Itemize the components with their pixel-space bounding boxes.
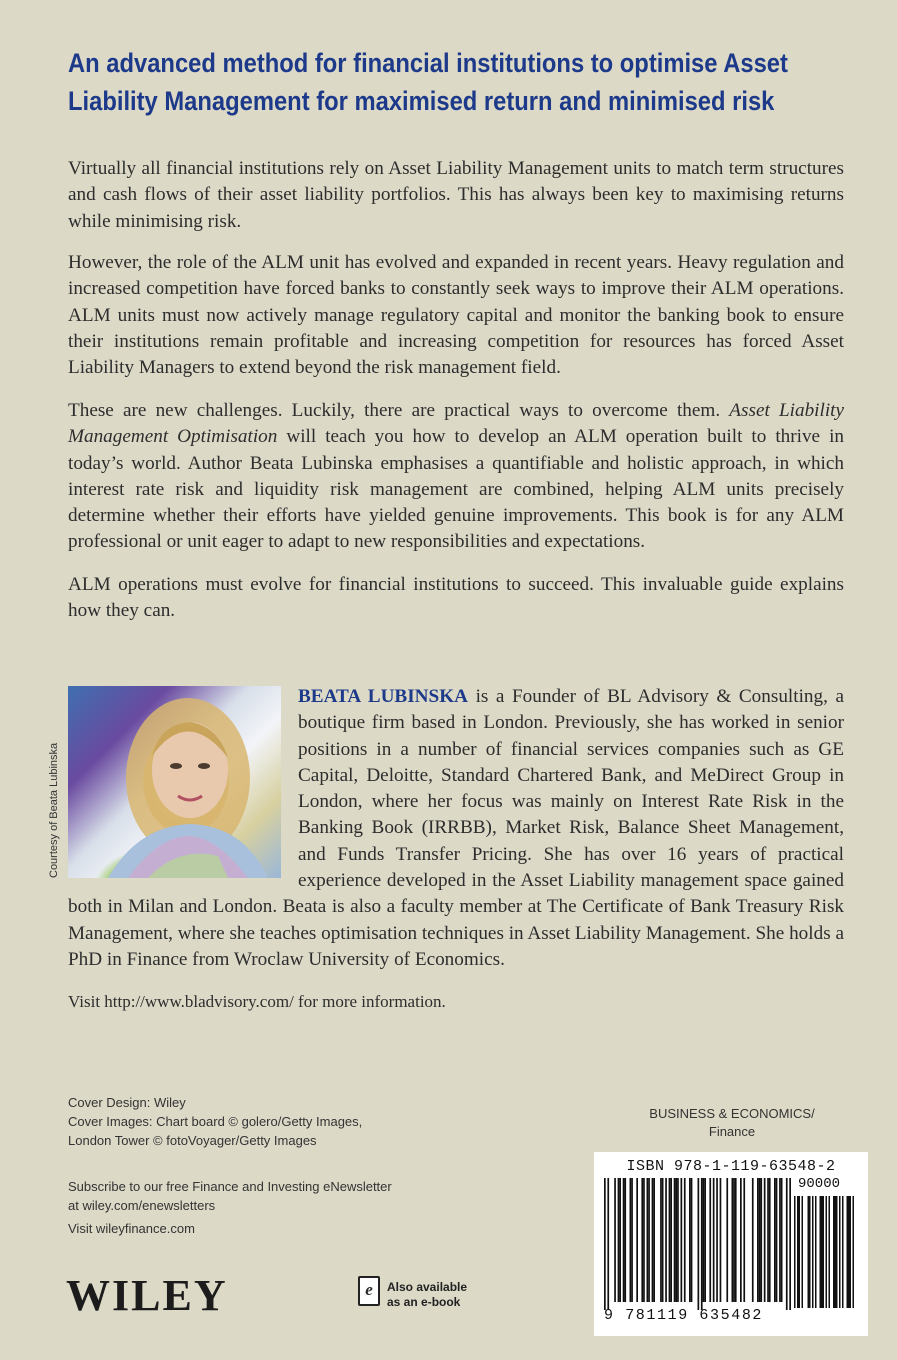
barcode-bar	[607, 1178, 609, 1310]
addon-bar	[821, 1196, 823, 1308]
barcode-bar	[623, 1178, 625, 1302]
barcode-bar	[752, 1178, 754, 1302]
wiley-website-note: Visit wileyfinance.com	[68, 1221, 195, 1236]
barcode-bar	[698, 1178, 700, 1310]
barcode-bar	[759, 1178, 761, 1302]
addon-bar	[794, 1196, 796, 1308]
addon-bar	[815, 1196, 817, 1308]
barcode-bar	[684, 1178, 686, 1302]
barcode-bar	[716, 1178, 718, 1302]
isbn-text: ISBN 978-1-119-63548-2	[626, 1158, 836, 1175]
newsletter-line: Subscribe to our free Finance and Investing eNewsletter	[68, 1179, 392, 1194]
photo-credit: Courtesy of Beata Lubinska	[48, 742, 60, 878]
addon-bar	[799, 1196, 801, 1308]
barcode-bar	[701, 1178, 703, 1310]
credit-line: Cover Design: Wiley	[68, 1095, 186, 1110]
addon-bar	[847, 1196, 849, 1308]
addon-bar	[836, 1196, 838, 1308]
barcode-bar	[665, 1178, 667, 1302]
ebook-line: Also available	[387, 1280, 468, 1294]
author-website-note: Visit http://www.bladvisory.com/ for more information.	[68, 992, 446, 1011]
barcode-bar	[662, 1178, 664, 1302]
barcode-bar	[643, 1178, 645, 1302]
addon-bar	[809, 1196, 811, 1308]
newsletter-line: at wiley.com/enewsletters	[68, 1198, 216, 1213]
description-paragraph-2	[68, 250, 844, 394]
barcode-addon-number: 90000	[798, 1176, 841, 1192]
description-paragraph-4	[68, 572, 844, 638]
paragraph-text: will teach you how to develop an ALM operation built to thrive in today’s world. Author Beata Lubinska emphasises a quantifiable and holistic approach, in which interest rate risk and liquidity risk management are combined, helping ALM units precisely determine whether their efforts have yielded genuine improvements. This book is for any ALM professional or unit eager to adapt to new responsibilities and expectations.	[68, 426, 844, 553]
barcode-bar	[675, 1178, 677, 1302]
addon-bar	[808, 1196, 810, 1308]
addon-bar	[842, 1196, 844, 1308]
credit-line: Cover Images: Chart board © golero/Getty Images,	[68, 1114, 363, 1129]
barcode-bar	[709, 1178, 711, 1302]
barcode-bar	[677, 1178, 679, 1302]
ebook-note	[387, 1280, 467, 1310]
addon-bar	[829, 1196, 831, 1308]
cover-credits	[68, 1093, 362, 1150]
barcode-bar	[779, 1178, 781, 1302]
addon-bar	[848, 1196, 850, 1308]
barcode-bar	[740, 1178, 742, 1302]
barcode-bar	[720, 1178, 722, 1302]
barcode-bar	[648, 1178, 650, 1302]
book-category	[596, 1105, 868, 1141]
barcode-bar	[704, 1178, 706, 1302]
ebook-line: as an e-book	[387, 1295, 461, 1309]
barcode-bar	[670, 1178, 672, 1302]
ebook-icon	[358, 1276, 380, 1306]
barcode-bar	[618, 1178, 620, 1302]
barcode-addon-bars	[794, 1196, 858, 1308]
description-paragraph-3	[68, 398, 844, 569]
addon-bar	[823, 1196, 825, 1308]
addon-bar	[853, 1196, 855, 1308]
barcode-bar	[767, 1178, 769, 1302]
barcode-bar	[713, 1178, 715, 1302]
barcode-bar	[674, 1178, 676, 1302]
addon-bar	[835, 1196, 837, 1308]
addon-bar	[839, 1196, 841, 1308]
barcode-bar	[743, 1178, 745, 1302]
paragraph-text: However, the role of the ALM unit has evolved and expanded in recent years. Heavy regulation and increased competition have forced banks to constantly seek ways to improve their ALM operations. ALM units must now actively manage regulatory capital and monitor the banking book to ensure their institutions remain profitable and increasing competition for resources has forced Asset Liability Managers to extend beyond the risk management field.	[68, 252, 844, 379]
barcode-bar	[774, 1178, 776, 1302]
barcode-bar	[726, 1178, 728, 1302]
addon-bar	[797, 1196, 799, 1308]
barcode-bar	[732, 1178, 734, 1302]
barcode-bar	[689, 1178, 691, 1302]
barcode-bar	[636, 1178, 638, 1302]
category-line: BUSINESS & ECONOMICS/	[649, 1106, 815, 1121]
barcode-bar	[757, 1178, 759, 1302]
barcode-bar	[669, 1178, 671, 1302]
barcode-bar	[760, 1178, 762, 1302]
barcode-bar	[733, 1178, 735, 1302]
credit-line: London Tower © fotoVoyager/Getty Images	[68, 1133, 317, 1148]
book-title: Asset Liability Management Optimisation	[68, 400, 845, 448]
barcode-bar	[631, 1178, 633, 1302]
newsletter-note	[68, 1177, 392, 1215]
addon-bar	[802, 1196, 804, 1308]
barcode-bar	[776, 1178, 778, 1302]
barcode-bar	[764, 1178, 766, 1302]
barcode-bar	[653, 1178, 655, 1302]
addon-bar	[850, 1196, 852, 1308]
barcode-bar	[614, 1178, 616, 1302]
paragraph-text: Virtually all financial institutions rely on Asset Liability Management units to match term structures and cash flows of their asset liability portfolios. This has always been key to maximising returns while minimising risk.	[68, 158, 844, 232]
barcode-bar	[660, 1178, 662, 1302]
barcode-bar	[786, 1178, 788, 1310]
author-bio-text: is a Founder of BL Advisory & Consulting, a boutique firm based in London. Previously, she has worked in senior positions in a number of financial services companies such as GE Capital, Deloitte, Standard Chartered Bank, and MeDirect Group in London, where her focus was mainly on Interest Rate Risk in the Banking Book (IRRBB), Market Risk, Balance Sheet Management, and Funds Transfer Pricing. She has over 16 years of practical experience developed in the Asset Liability management space gained both in Milan and London. Beata is also a faculty member at The Certificate of Bank Treasury Risk Management, where she teaches optimisation techniques in Asset Liability Management. She holds a PhD in Finance from Wroclaw University of Economics.	[68, 686, 844, 970]
author-photo	[68, 686, 281, 878]
barcode-bar	[735, 1178, 737, 1302]
barcode-bar	[681, 1178, 683, 1302]
author-name: BEATA LUBINSKA	[298, 686, 468, 707]
barcode-bar	[624, 1178, 626, 1302]
paragraph-text: ALM operations must evolve for financial institutions to succeed. This invaluable guide explains how they can.	[68, 574, 844, 622]
paragraph-text: These are new challenges. Luckily, there are practical ways to overcome them.	[68, 400, 730, 421]
barcode-bar	[619, 1178, 621, 1302]
barcode-bar	[781, 1178, 783, 1302]
addon-bar	[812, 1196, 814, 1308]
ebook-icon-letter: e	[365, 1280, 373, 1299]
barcode-bar	[641, 1178, 643, 1302]
barcode-bar	[789, 1178, 791, 1310]
category-line: Finance	[708, 1124, 756, 1139]
barcode-bar	[652, 1178, 654, 1302]
barcode-bar	[647, 1178, 649, 1302]
barcode-box	[594, 1152, 868, 1336]
wiley-logo: WILEY	[66, 1271, 228, 1320]
barcode-bar	[769, 1178, 771, 1302]
barcode-bar	[630, 1178, 632, 1302]
author-portrait-illustration	[68, 686, 281, 878]
description-paragraph-1	[68, 156, 844, 248]
addon-bar	[833, 1196, 835, 1308]
headline: An advanced method for financial institutions to optimise Asset Liability Management for maximised return and minimised risk	[68, 48, 788, 116]
barcode-bar	[604, 1178, 606, 1310]
barcode-bar	[703, 1178, 705, 1302]
addon-bar	[820, 1196, 822, 1308]
barcode-digits: 9 781119 635482	[604, 1307, 764, 1324]
addon-bar	[826, 1196, 828, 1308]
barcode-bar	[691, 1178, 693, 1302]
